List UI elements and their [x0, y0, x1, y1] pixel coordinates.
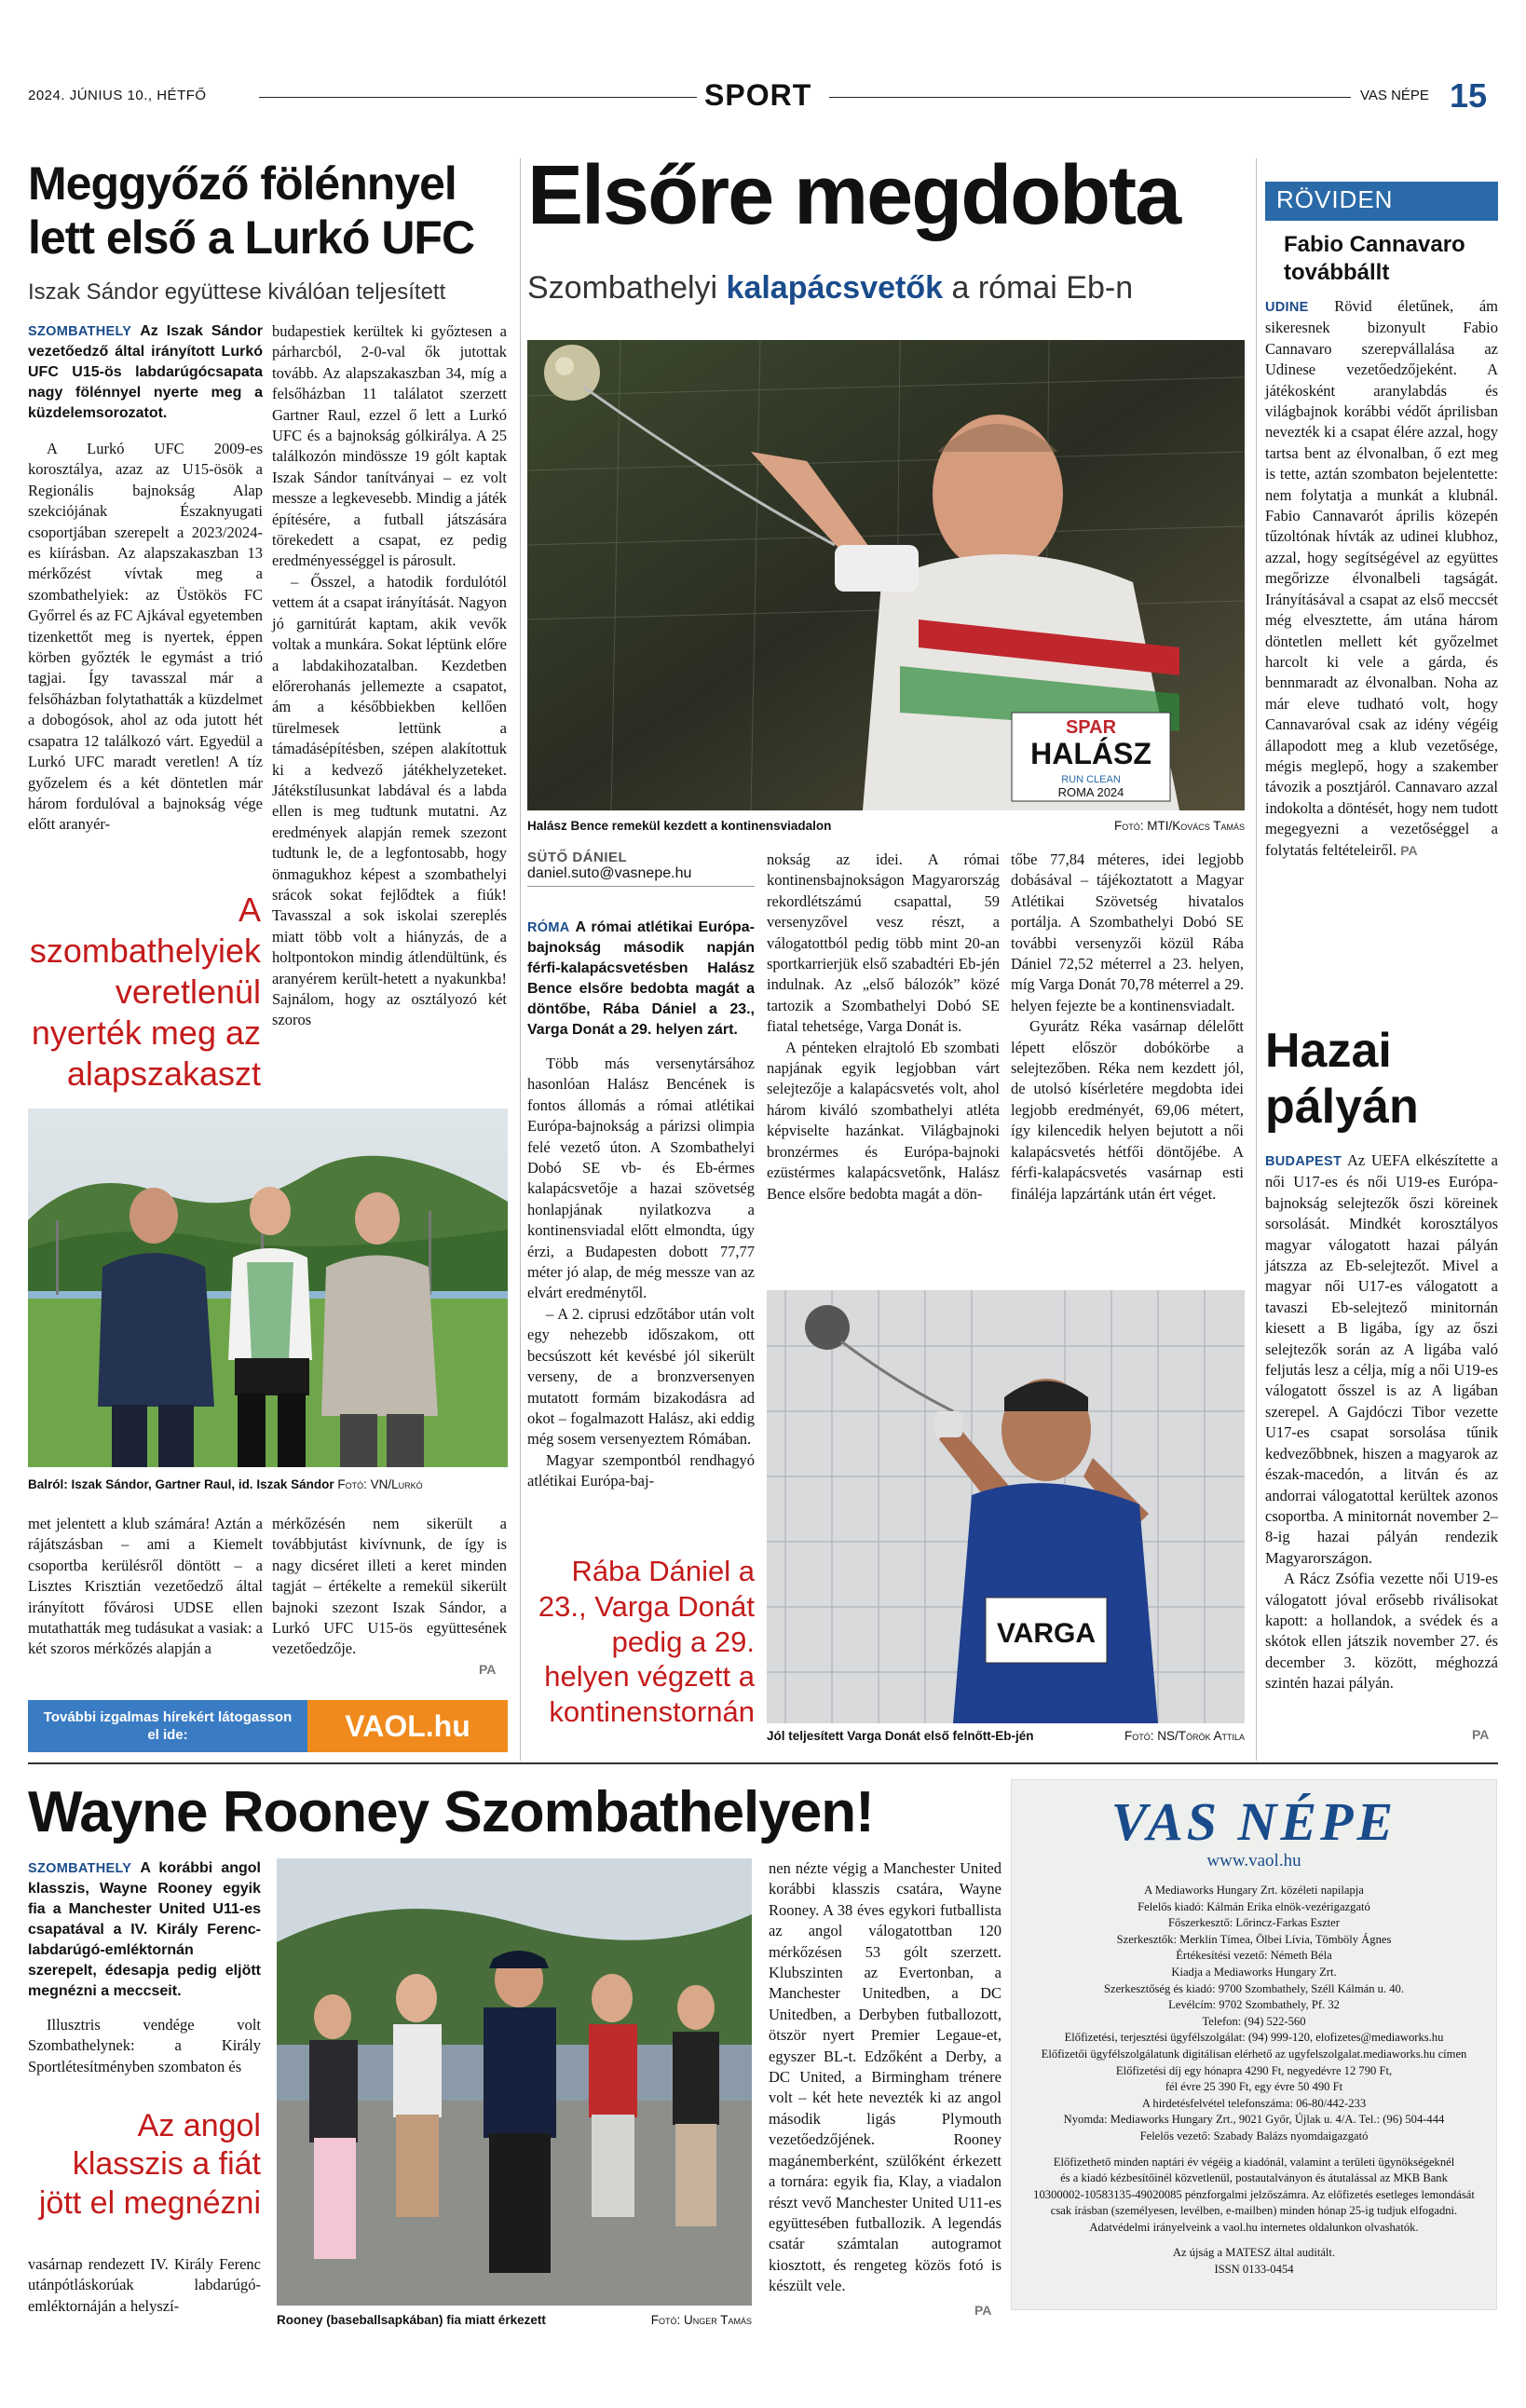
halasz-photo-credit: Fotó: MTI/Kovács Tamás: [1113, 819, 1245, 833]
halasz-bib-brand: SPAR: [1065, 717, 1117, 738]
halasz-bib-clean: RUN CLEAN: [1061, 774, 1121, 785]
rooney-photo: [277, 1858, 752, 2306]
hammer-subtitle-highlight: kalapácsvetők: [726, 270, 944, 306]
roviden-kicker: UDINE: [1265, 300, 1309, 315]
lurko-col1: [28, 321, 263, 836]
varga-photo: [767, 1290, 1245, 1723]
hammer-col1-p2: – A 2. ciprusi edzőtábor után volt egy nehezebb időszakom, ott becsúszott két kevésbé jól sikerült verseny, de a bronzversenyen mutatott formám bizakodásra ad okot – fogalmazott Halász, aki eddig még sosem versenyeztem Rómában.: [527, 1304, 755, 1449]
hammer-col2-p1: nokság az idei. A római kontinensbajnokságon Magyarország rekordlétszámú csapattal, 59 versenyzővel vesz részt, a válogatottból pedig több mint 20-an sportkarrierjük első szabadtéri Eb-jén indulnak. Az „első bálozók” közé tartozik a Szombathelyi Dobó SE fiatal tehetsége, Varga Donát is.: [767, 850, 1000, 1036]
impressum-line: Adatvédelmi irányelveink a vaol.hu internetes oldalunkon olvashatók.: [1089, 2220, 1419, 2234]
rooney-pa: PA: [974, 2303, 992, 2318]
hammer-pullquote: Rába Dániel a 23., Varga Donát pedig a 29. helyen végzett a kontinenstornán: [538, 1555, 755, 1729]
impressum-line: ISSN 0133-0454: [1214, 2263, 1294, 2277]
lurko-col2-p3: mérkőzésén nem sikerült a továbbjutást kivívnunk, de így is nagy dicséret illeti a keret minden tagját – értékelte a remekül sikerült bajnoki szezont Iszak Sándor, a Lurkó UFC U15-ös együttesének vezetőedzője.: [272, 1515, 507, 1658]
rooney-photo-credit: Fotó: Unger Tamás: [650, 2313, 752, 2327]
rooney-photo-caption: Rooney (baseballsapkában) fia miatt érkezett: [277, 2313, 546, 2327]
halasz-bib-name: HALÁSZ: [1030, 737, 1151, 770]
rooney-kicker: SZOMBATHELY: [28, 1861, 132, 1876]
hammer-col1-p1: Több más versenytársához hasonlóan Halász Bencének is fontos állomás a római atlétikai Európa-bajnokság a párizsi olimpia felé vezető úton. A Szombathelyi Dobó SE vb- és Eb-érmes kalapácsvetője a hazai szövetség honlapjának nyilatkozva a kontinensviadal előtt elmondta, úgy érzi, a Budapesten dobott 77,77 méter jó alap, de még messze van az elvárt eredménytől.: [527, 1054, 755, 1302]
rooney-col1: [28, 1858, 261, 2077]
lurko-pa: PA: [479, 1662, 497, 1677]
impressum-spacer: [1021, 2236, 1487, 2245]
header-date: 2024. JÚNIUS 10., HÉTFŐ: [28, 88, 207, 103]
hazai-kicker: BUDAPEST: [1265, 1154, 1342, 1169]
promo-brand[interactable]: VAOL.hu: [307, 1700, 508, 1752]
lurko-col2-p2: – Ősszel, a hatodik fordulótól vettem át a csapat irányítását. Nagyon jó garnitúrát kaptam, akik vevők voltak a munkára. Sokat léptünk előre a labdakihozatalban. Kezdetben előrerohanás jellemezte a csapatot, ám a későbbiekben kellően türelmesek lettünk a támadásépítésben, szépen alakítottuk ki a kedvező játékhelyzeteket. Játékstílusunkat labdával és a labda ellen is meg tudtunk mutatni. Az eredmények alapján remek szezont tudtunk le, de a legfontosabb, hogy önmagukhoz képest a szombathelyi srácok sokat fejlődtek a fiúk! Tavasszal a sok iskolai szereplés miatt több volt a hiányzás, de a holtpontokon mindig átlendültünk, és aranyérem került-hetett a nyakunkba! Sajnálom, hogy az osztályozó két szoros: [272, 572, 507, 1029]
impressum-line: Levélcím: 9702 Szombathely, Pf. 32: [1168, 1998, 1340, 2012]
impressum-line: Felelős kiadó: Kálmán Erika elnök-vezérigazgató: [1138, 1899, 1370, 1913]
impressum-line: A hirdetésfelvétel telefonszáma: 06-80/442-233: [1141, 2096, 1367, 2110]
hammer-subtitle-pre: Szombathelyi: [527, 270, 727, 306]
hammer-kicker: RÓMA: [527, 920, 570, 935]
lurko-lead: Az Iszak Sándor vezetőedző által irányított Lurkó UFC U15-ös labdarúgócsapata nagy fölénnyel nyerte meg a küzdelemsorozatot.: [28, 323, 263, 421]
hammer-col3: [1011, 850, 1244, 1204]
roviden-body: [1265, 296, 1498, 861]
rooney-col2: [769, 1858, 1001, 2297]
page-number: 15: [1450, 76, 1488, 115]
impressum-line: Szerkesztőség és kiadó: 9700 Szombathely, Széll Kálmán u. 40.: [1103, 1981, 1404, 1995]
impressum-logo: VAS NÉPE: [1110, 1791, 1397, 1852]
halasz-bib-event: ROMA 2024: [1057, 785, 1124, 799]
impressum-line: csak írásban (személyesen, levélben, e-mailben) minden hónap 25-ig tudjuk elfogadni.: [1050, 2204, 1458, 2218]
hammer-col1: [527, 918, 755, 1492]
varga-photo-credit: Fotó: NS/Török Attila: [1124, 1729, 1245, 1743]
rooney-col2-text: nen nézte végig a Manchester United korábbi klasszis csatára, Wayne Rooney. A 38 éves egykori futballista az angol válogatottban 120 mérkőzésen 53 gólt szerzett. Klubszinten az Evertonban, a Manchester Unitedben, a DC Unitedben, a Derbyben futballozott, ötször nyert Premier Legaue-et, egyszer BL-t. Edzőként a Derby, a DC United, a Birmingham trénere volt – két hete nevezték ki az angol második ligás Plymouth vezetőedzőjének. Rooney magánemberként, szülőként érkezett a tornára: egyik fia, Klay, a viadalon részt vevő Manchester United U11-es együttesében futballozik. A legendás csatár számtalan autogramot kiosztott, és rengeteg közös fotó is készült vele.: [769, 1859, 1001, 2295]
author-email[interactable]: daniel.suto@vasnepe.hu: [527, 865, 755, 887]
impressum-line: Előfizetői ügyfélszolgálatunk digitálisan elérhető az ugyfelszolgalat.mediaworks.hu címen: [1041, 2047, 1467, 2061]
impressum-line: Előfizetési, terjesztési ügyfélszolgálat: (94) 999-120, elofizetes@mediaworks.hu: [1064, 2031, 1444, 2045]
rooney-lead: A korábbi angol klasszis, Wayne Rooney egyik fia a Manchester United U11-es csapatával a IV. Király Ferenc-labdarúgó-emléktornán szerepelt, édesapja pedig eljött megnézni a meccseit.: [28, 1860, 261, 1999]
roviden-header: RÖVIDEN: [1265, 182, 1498, 221]
roviden-title: Fabio Cannavaro továbbállt: [1284, 232, 1465, 285]
hazai-p1: Az UEFA elkészítette a női U17-es és női U19-es Európa-bajnokság selejtezők őszi köreinek sorsolását. Mindkét korosztályos magyar válogatott hazai pályán játszza az Eb-selejtezőt. Mivel a magyar női U17-es válogatott a tavaszi Eb-selejtező minitornán kiesett a B ligába, így az őszi selejtezők során az A ligába való feljutás lesz a célja, míg a női U19-es válogatott ősszel is az A ligában szerepel. A Gajdóczi Tibor vezette U17-es csapat sorsolása tűnik kedvezőbbnek, hiszen a magyarok az észak-macedón, a litván és az andorrai válogatottal kerültek azonos csoportba. A minitornát november 2–8-ig hazai pályán rendezik Magyarországon.: [1265, 1151, 1498, 1567]
impressum-line: és a kiadó kézbesítőinél közvetlenül, postautalványon és átutalással az MKB Bank: [1060, 2171, 1448, 2185]
hammer-subtitle: [527, 270, 1133, 306]
hammer-col2-p2: A pénteken elrajtoló Eb szombati napjának egyik legjobban várt selejtezője a kalapácsvetés volt, ahol három kiváló szombathelyi atléta képviselte hazánkat. Világbajnoki bronzérmes és Európa-bajnoki ezüstérmes kalapácsvetőnk, Halász Bence elsőre bedobta magát a dön-: [767, 1038, 1000, 1203]
halasz-photo-caption: Halász Bence remekül kezdett a kontinensviadalon: [527, 819, 832, 833]
impressum-line: Előfizetési díj egy hónapra 4290 Ft, negyedévre 12 790 Ft,: [1115, 2063, 1393, 2077]
hammer-col1-p3: Magyar szempontból rendhagyó atlétikai Európa-baj-: [527, 1450, 755, 1490]
impressum-line: fél évre 25 390 Ft, egy évre 50 490 Ft: [1165, 2080, 1343, 2094]
impressum-lines: [1021, 1883, 1487, 2279]
lurko-col1b: [28, 1514, 263, 1660]
hammer-subtitle-post: a római Eb-n: [943, 270, 1134, 306]
lurko-photo-caption: Balról: Iszak Sándor, Gartner Raul, id. Iszak Sándor: [28, 1477, 334, 1491]
lurko-title: Meggyőző fölénnyel lett első a Lurkó UFC: [28, 157, 475, 264]
rooney-p2: vasárnap rendezett IV. Király Ferenc utánpótláskorúak labdarúgó-emléktornáján a helyszí-: [28, 2255, 261, 2315]
roviden-text: Rövid életűnek, ám sikeresnek bizonyult Fabio Cannavaro szerepvállalása az Udinese vezetőedzőjeként. A játékosként aranylabdás és világbajnok korábbi védőt áprilisban nevezték ki a csapat élére azzal, hogy tartsa bent az élvonalban, ő ezt meg is tette, aztán szombaton bejelentette: nem folytatja a munkát a klubnál. Fabio Cannavarót április közepén tűzoltónak hívták az udinei klubhoz, azzal, hogy segítségével az együttes megőrizze élvonalbeli tagságát. Irányításával a csapat az első meccsét még elvesztette, ám utána három döntetlen mellett két győzelmet harcolt ki vele a gárda, és bennmaradt az élvonalban. Noha az már eleve tudható volt, hogy Cannavaróval csak az idény végéig állapodott meg a klub vezetősége, mégis meglepő, hogy a szakember távozik a posztjáról. Cannavaro azzal indokolta a döntését, hogy nem tudott megegyezni a vezetőséggel a folytatás feltételeiről.: [1265, 297, 1499, 859]
promo-banner[interactable]: [28, 1700, 508, 1752]
roviden-pa: PA: [1400, 842, 1418, 858]
lurko-kicker: SZOMBATHELY: [28, 324, 132, 339]
lurko-col2: [272, 321, 507, 1031]
author-name: SÜTŐ DÁNIEL: [527, 850, 628, 865]
hazai-body: [1265, 1150, 1498, 1694]
lurko-col1-p2: met jelentett a klub számára! Aztán a rájátszásban – ami a Kiemelt csoportba kerülésről döntött – a Lisztes Krisztián vezetőedző által irányított fővárosi UDSE ellen mutathatták meg tudásukat a vasiak: a két szoros mérkőzés alapján a: [28, 1515, 263, 1658]
hazai-pa: PA: [1472, 1727, 1490, 1742]
header-paper: VAS NÉPE: [1360, 88, 1429, 103]
impressum-line: Értékesítési vezető: Németh Béla: [1176, 1949, 1332, 1963]
lurko-subtitle: Iszak Sándor együttese kiválóan teljesített: [28, 279, 446, 305]
hammer-col2: [767, 850, 1000, 1204]
varga-photo-caption: Jól teljesített Varga Donát első felnőtt-Eb-jén: [767, 1729, 1034, 1743]
varga-bib-name: VARGA: [996, 1618, 1097, 1649]
rooney-title: Wayne Rooney Szombathelyen!: [28, 1780, 874, 1844]
impressum-line: Nyomda: Mediaworks Hungary Zrt., 9021 Győr, Újlak u. 4/A. Tel.: (96) 504-444: [1063, 2113, 1445, 2127]
impressum-line: Felelős vezető: Szabady Balázs nyomdaigazgató: [1139, 2129, 1369, 2143]
rooney-pullquote: Az angol klasszis a fiát jött el megnézni: [38, 2108, 261, 2221]
hammer-col3-p1: tőbe 77,84 méteres, idei legjobb dobásával – tájékoztatott a Magyar Atlétikai Szövetség hivatalos portálja. A Szombathelyi Dobó SE további versenyzői közül Rába Dániel 72,52 méterrel a 23. helyen, míg Varga Donát 70,78 méterrel a 29. helyen fejezte be a kontinensviadalt.: [1011, 850, 1244, 1014]
promo-text: További izgalmas hírekért látogasson el ide:: [43, 1709, 293, 1743]
lurko-col1-p1: A Lurkó UFC 2009-es korosztálya, azaz az U15-ösök a Regionális bajnokság Alap szekciójának Északnyugati csoportjában szerepelt a 2023/2024-es kiírásban. Az alapszakaszban 13 mérkőzést vívtak meg a szombathelyiek: az Üstökös FC Győrrel és az FC Ajkával egyetemben tizenkettőt meg is nyertek, éppen körben győzték le egymást a trió tagjai. Így tavasszal már a felsőházban folytathatták a küzdelmet a dobogósok, ahol az oda jutott hét csapatra 12 találkozó várt. Egyedül a Lurkó UFC maradt veretlen! A tíz győzelem és a két döntetlen már három fordulóval a bajnokság vége előtt aranyér-: [28, 440, 263, 834]
impressum-line: Kiadja a Mediaworks Hungary Zrt.: [1171, 1965, 1337, 1979]
hammer-col3-p2: Gyurátz Réka vasárnap délelőtt lépett először dobókörbe a selejtezőben. Réka nem kezdett jól, de utolsó kísérletére megdobta idei legjobb eredményét, 69,06 métert, így kilencedik helyen bejutott a női kalapácsvetés hétfői döntőjébe. A férfi-kalapácsvetés vasárnap esti fináléja lapzártánk után ért véget.: [1011, 1017, 1244, 1203]
lurko-photo: [28, 1109, 508, 1467]
rooney-p1: Illusztris vendége volt Szombathelynek: a Király Sportlétesítményben szombaton és: [28, 2016, 261, 2075]
lurko-pullquote: A szombathelyiek veretlenül nyerték meg az alapszakaszt: [29, 891, 261, 1093]
halasz-photo: [527, 340, 1245, 810]
rooney-col1b: [28, 2254, 261, 2317]
impressum-line: 10300002-10583135-49020085 pénzforgalmi jelzőszámra. Az előfizetés esetleges lemondását: [1033, 2187, 1475, 2201]
impressum-box: [1011, 1779, 1497, 2310]
lurko-photo-credit: Fotó: VN/Lurkó: [337, 1477, 423, 1491]
hazai-p2: A Rácz Zsófia vezette női U19-es válogatott jóval erősebb riválisokat kapott: a hollandok, a svédek és a skótok ellen játszik november 27. és december 3. között, méghozzá szintén hazai pályán.: [1265, 1570, 1498, 1693]
impressum-line: Főszerkesztő: Lőrincz-Farkas Eszter: [1168, 1916, 1340, 1930]
hammer-title: Elsőre megdobta: [527, 149, 1180, 242]
impressum-line: Szerkesztők: Merklin Tímea, Ölbei Lívia, Tömböly Ágnes: [1116, 1932, 1392, 1946]
hammer-lead: A római atlétikai Európa-bajnokság második napján férfi-kalapácsvetésben Halász Bence elsőre bedobta magát a döntőbe, Rába Dániel a 23., Varga Donát a 29. helyen zárt.: [527, 919, 755, 1038]
hazai-title: Hazai pályán: [1265, 1024, 1419, 1134]
impressum-spacer: [1021, 2145, 1487, 2155]
impressum-url[interactable]: www.vaol.hu: [1206, 1851, 1301, 1871]
impressum-line: A Mediaworks Hungary Zrt. közéleti napilapja: [1144, 1884, 1364, 1897]
impressum-line: Telefon: (94) 522-560: [1202, 2014, 1306, 2028]
impressum-line: Előfizethető minden naptári év végéig a kiadónál, valamint a területi ügynökségeknél: [1053, 2155, 1455, 2169]
lurko-col2b: [272, 1514, 507, 1660]
section-title: SPORT: [704, 78, 812, 112]
impressum-line: Az újság a MATESZ által auditált.: [1172, 2246, 1336, 2260]
lurko-col2-p1: budapestiek kerültek ki győztesen a párharcból, 2-0-val ők jutottak tovább. Az alapszakaszban 34, míg a felsőházban 11 találatot szerzett Gartner Raul, ezzel ő lett a Lurkó UFC és a bajnokság gólkirálya. A 25 találkozón mindössze 19 gólt kaptak Iszak Sándor tanítványai – ez volt messze a legkevesebb. Mindig a játék építésére, a futball játszására törekedett a csapat, ez pedig eredményességgel is párosult.: [272, 322, 507, 570]
